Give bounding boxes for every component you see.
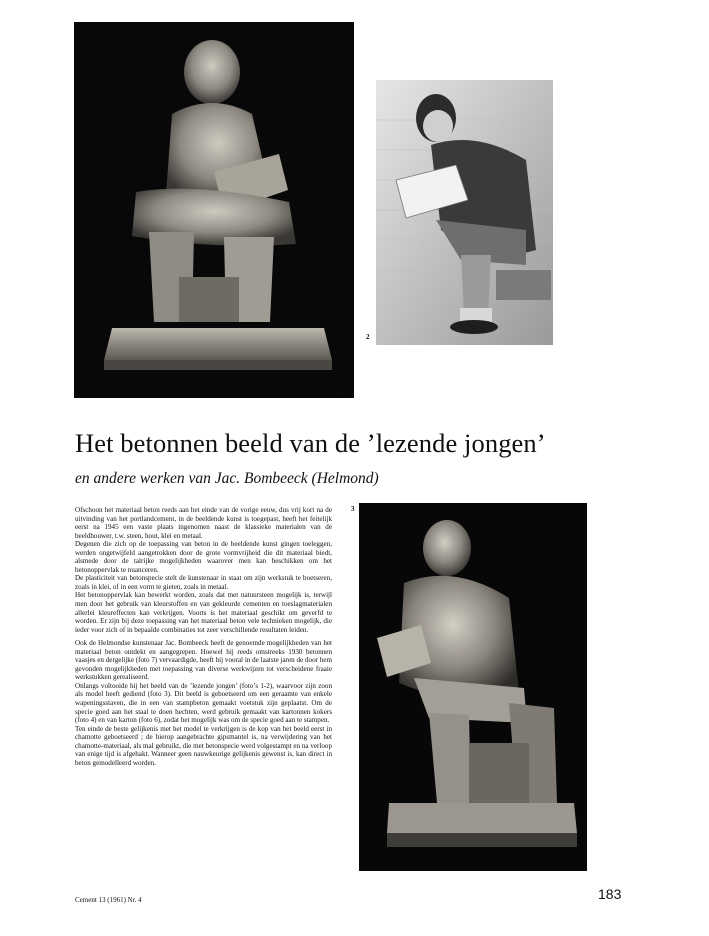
article-title: Het betonnen beeld van de ’lezende jongen’	[75, 428, 546, 458]
paragraph: De plasticiteit van betonspecie stelt de kunstenaar in staat om zijn werkstuk te boetseren, zoals in klei, of in een vorm te gieten, zoals in metaal.	[75, 574, 332, 591]
clay-model-image	[359, 503, 587, 871]
figure-2-number: 2	[366, 333, 370, 341]
statue-image	[74, 22, 354, 398]
journal-citation: Cement 13 (1961) Nr. 4	[75, 896, 142, 904]
figure-3-number: 3	[351, 505, 355, 513]
paragraph: Ook de Helmondse kunstenaar Jac. Bombeeck heeft de genoemde mogelijkheden van het materiaal beton ontdekt en aangegrepen. Hoewel hij reeds omstreeks 1930 betonnen vaasjes en dergelijke (foto 7) vervaardigde, heeft hij vooral in de laatste jaren de door hem gevonden mogelijkheden met toepassing van diverse werkwijzen tot verscheidene fraaie werkstukken gerealiseerd.	[75, 639, 332, 682]
paragraph: Het betonoppervlak kan bewerkt worden, zoals dat met natuursteen mogelijk is, terwijl men door het gebruik van kleurstoffen en van gekleurde cementen en toeslagmaterialen allerlei kleureffecten kan verkrijgen. Voorts is het materiaal geschikt om geverfd te worden. Er zijn bij deze toepassing van het materiaal beton vele technieken mogelijk, die ieder voor zich of in bepaalde combinaties tot zeer verschillende resultaten leiden.	[75, 591, 332, 634]
figure-1-statue-photo	[74, 22, 354, 398]
figure-1-number: 1	[339, 390, 343, 398]
figure-3-model-photo	[359, 503, 587, 871]
paragraph: Ofschoon het materiaal beton reeds aan het einde van de vorige eeuw, dus vrij kort na de uitvinding van het portlandcement, in de beeldende kunst is toegepast, heeft het feitelijk eerst na 1945 een vaste plaats ingenomen naast de klassieke materialen van de beeldhouwer, t.w. steen, hout, klei en metaal.	[75, 506, 332, 540]
article-subtitle: en andere werken van Jac. Bombeeck (Helmond)	[75, 470, 379, 487]
article-body	[75, 506, 332, 767]
paragraph: Degenen die zich op de toepassing van beton in de beeldende kunst gingen toeleggen, werden ongetwijfeld aangetrokken door de grote vormvrijheid die dit materiaal biedt, alsmede door de talrijke mogelijkheden waarover men kan beschikken om het betonoppervlak te nuanceren.	[75, 540, 332, 574]
paragraph: Ten einde de beste gelijkenis met het model te verkrijgen is de kop van het beeld eerst in chamotte geboetseerd ; de hierop aangebrachte gipsmantel is, na verwijdering van het chamotte-materiaal, als mal gebruikt, die met betonspecie werd volgestampt en na verloop van enige tijd is afgehakt. Wanneer geen nauwkeurige gelijkenis gewenst is, kan direct in beton gemodelleerd worden.	[75, 724, 332, 767]
page-number: 183	[598, 886, 622, 902]
paragraph: Onlangs voltooide hij het beeld van de ’lezende jongen’ (foto’s 1-2), waarvoor zijn zoon als model heeft gediend (foto 3). Dit beeld is geboetseerd om een geraamte van enkele wapeningsstaven, die in een van stampbeton gemaakt voetstuk zijn geplaatst. Om de specie goed aan het staal te doen hechten, werd gebruik gemaakt van kartonnen kokers (foto 4) en van karton (foto 6), zodat het mogelijk was om de specie goed aan te stampen.	[75, 681, 332, 725]
figure-2-boy-photo	[376, 80, 553, 345]
boy-reading-image	[376, 80, 553, 345]
